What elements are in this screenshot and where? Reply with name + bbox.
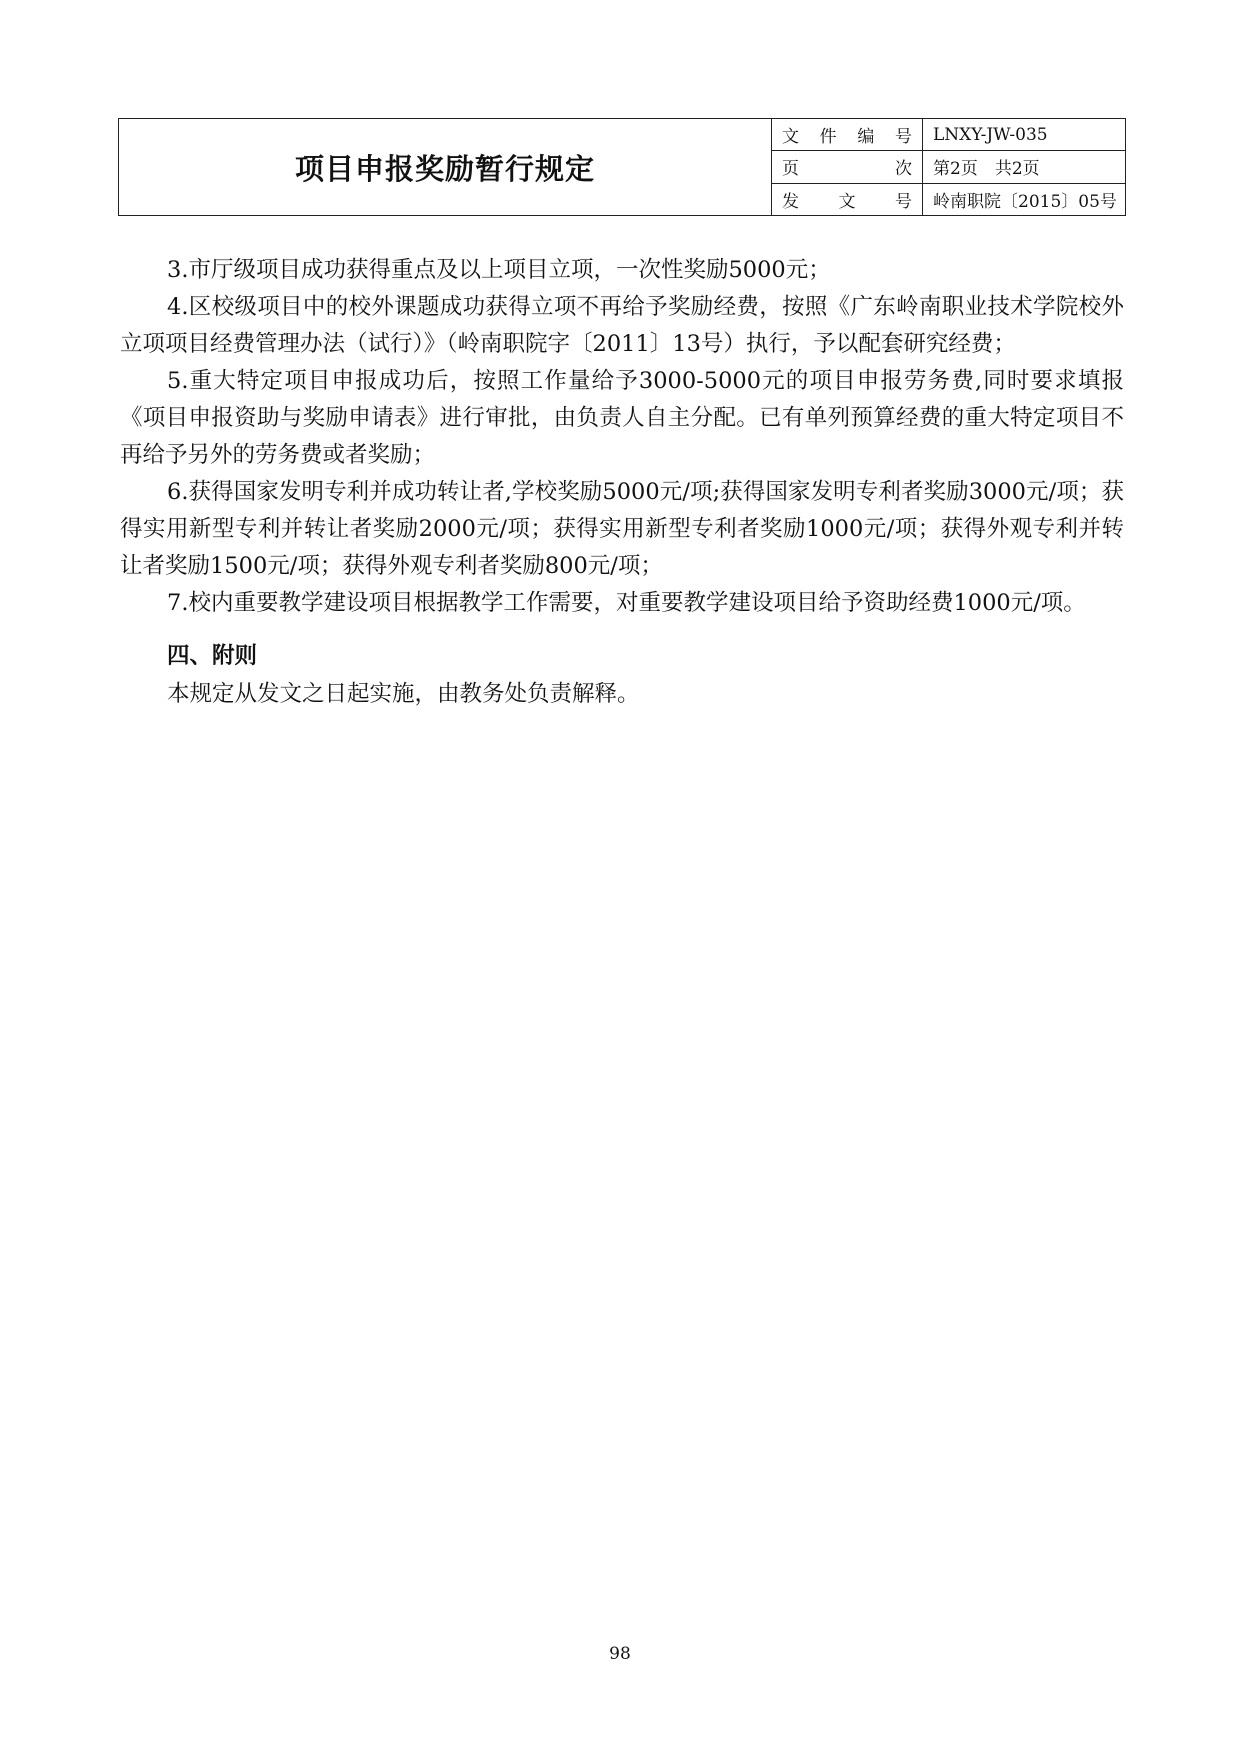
paragraph-item-7: 7.校内重要教学建设项目根据教学工作需要，对重要教学建设项目给予资助经费1000元/项。 (167, 590, 1086, 616)
paragraph-appendix: 本规定从发文之日起实施，由教务处负责解释。 (167, 681, 640, 707)
header-label-char: 编 (857, 127, 875, 148)
paragraph-item-3: 3.市厅级项目成功获得重点及以上项目立项，一次性奖励5000元； (167, 257, 831, 283)
header-value-file-number: LNXY-JW-035 (923, 119, 1126, 151)
header-label-page (772, 151, 923, 183)
header-label-char: 页 (782, 159, 799, 180)
paragraph-item-6: 6.获得国家发明专利并成功转让者,学校奖励5000元/项;获得国家发明专利者奖励3000元/项；获得实用新型专利并转让者奖励2000元/项；获得实用新型专利者奖励1000元/项；获得外观专利并转让者奖励1500元/项；获得外观专利者奖励800元/项； (120, 479, 1124, 579)
header-label-file-number (772, 119, 923, 151)
document-title: 项目申报奖励暂行规定 (119, 119, 772, 216)
paragraph-item-5: 5.重大特定项目申报成功后，按照工作量给予3000-5000元的项目申报劳务费,同时要求填报《项目申报资助与奖励申请表》进行审批，由负责人自主分配。已有单列预算经费的重大特定项目不再给予另外的劳务费或者奖励； (120, 368, 1124, 468)
header-value-page: 第2页 共2页 (923, 151, 1126, 183)
document-header-table (118, 118, 1126, 216)
header-label-char: 次 (895, 159, 912, 180)
paragraph-item-4: 4.区校级项目中的校外课题成功获得立项不再给予奖励经费，按照《广东岭南职业技术学院校外立项项目经费管理办法（试行）》（岭南职院字〔2011〕13号）执行，予以配套研究经费； (120, 294, 1124, 357)
page-number: 98 (609, 1644, 631, 1664)
header-label-doc-number (772, 183, 923, 215)
header-label-char: 文 (782, 127, 799, 148)
header-label-char: 文 (838, 191, 856, 212)
header-label-char: 件 (819, 127, 837, 148)
document-body (120, 252, 1124, 713)
header-label-char: 发 (782, 191, 799, 212)
header-label-char: 号 (894, 127, 912, 148)
header-value-doc-number: 岭南职院〔2015〕05号 (923, 183, 1126, 215)
header-label-char: 号 (895, 191, 912, 212)
section-heading-appendix: 四、附则 (167, 643, 258, 669)
